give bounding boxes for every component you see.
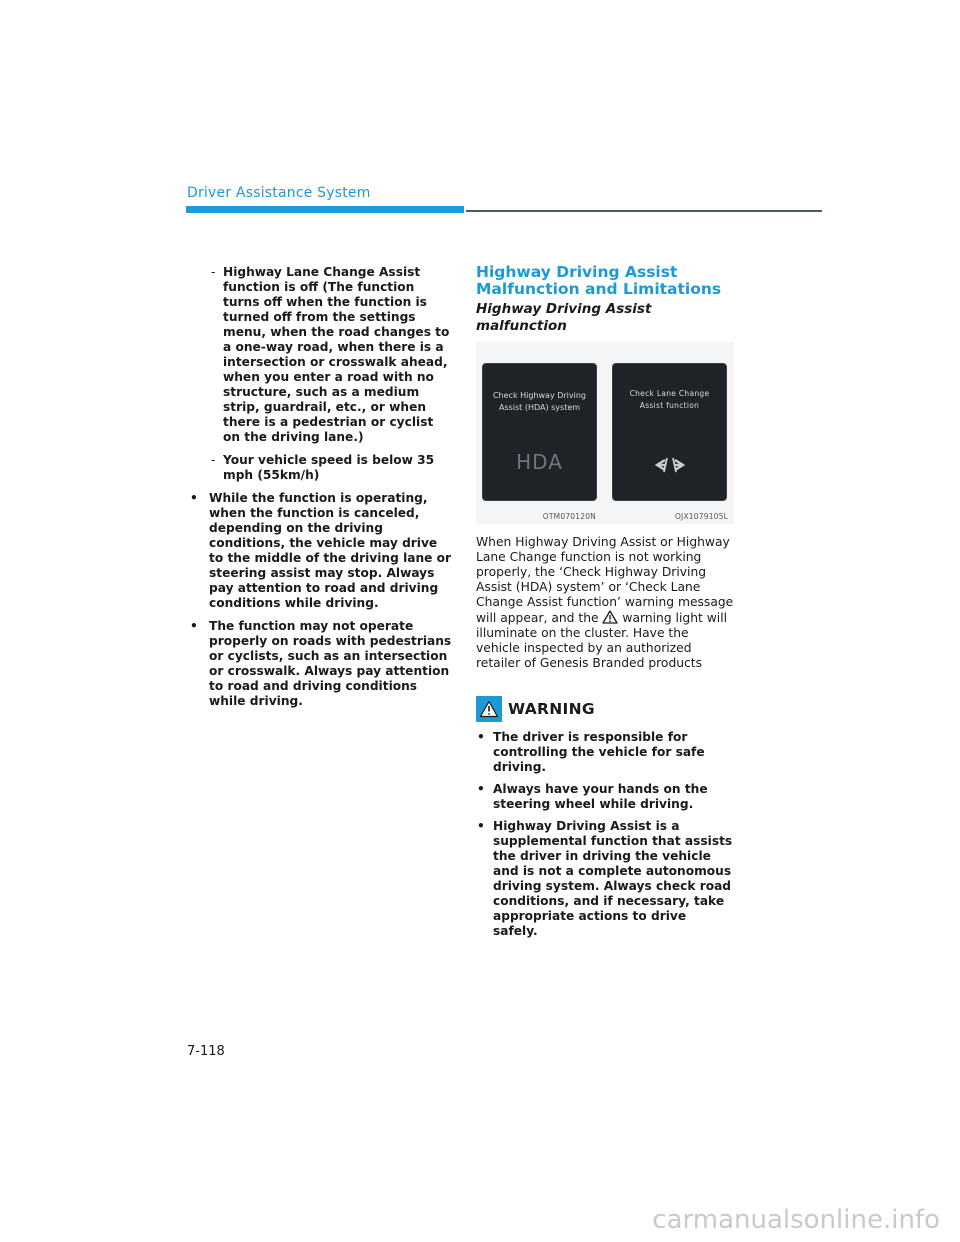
bullet-item-text: The function may not operate properly on roads with pedestrians or cyclists, such as an intersection or crosswalk. Always pay attention to road and driving conditions while driving. — [209, 619, 452, 708]
warning-list — [476, 730, 734, 939]
watermark-link[interactable]: carmanualsonline.info — [652, 1205, 940, 1235]
dash-list-item — [187, 453, 452, 483]
lane-change-icon — [651, 454, 689, 476]
dash-marker: - — [211, 453, 216, 467]
bullet-marker: • — [190, 491, 198, 505]
bullet-list-item — [187, 619, 452, 709]
warning-item-text: The driver is responsible for controlling the vehicle for safe driving. — [493, 730, 705, 774]
dash-marker: - — [211, 265, 216, 279]
header-rule-accent — [186, 206, 464, 213]
warning-heading — [476, 696, 734, 722]
warning-title: WARNING — [508, 700, 595, 718]
warning-item-text: Always have your hands on the steering wheel while driving. — [493, 782, 708, 811]
screen-message: Check Highway Driving Assist (HDA) system — [492, 391, 587, 412]
bullet-item-text: While the function is operating, when the function is canceled, depending on the driving conditions, the vehicle may drive to the middle of the driving lane or steering assist may stop. Always pay attention to road and driving conditions while driving. — [209, 491, 452, 610]
warning-item — [476, 782, 734, 812]
bullet-marker: • — [477, 782, 485, 796]
cluster-figure — [476, 342, 734, 524]
warning-triangle-icon — [479, 700, 499, 718]
screen-message: Check Lane Change Assist function — [629, 389, 710, 410]
image-code: OTM070120N — [542, 512, 596, 521]
dash-item-text: Highway Lane Change Assist function is off (The function turns off when the function is turned off from the settings menu, when the road changes to a one-way road, when there is a intersection or crosswalk ahead, when you enter a road with no structure, such as a medium strip, guardrail, etc., or when there is a pedestrian or cyclist on the driving lane.) — [223, 265, 450, 444]
bullet-marker: • — [477, 730, 485, 744]
section-title-line: Malfunction and Limitations — [476, 280, 722, 298]
subsection-title: Highway Driving Assist malfunction — [476, 301, 652, 334]
bullet-list-item — [187, 491, 452, 611]
section-header: Driver Assistance System — [187, 185, 371, 201]
warning-badge — [476, 696, 502, 722]
image-code: OJX1079105L — [674, 512, 728, 521]
section-title-line: Highway Driving Assist — [476, 263, 678, 281]
warning-item-text: Highway Driving Assist is a supplemental function that assists the driver in driving the vehicle and is not a complete autonomous driving system. Always check road conditions, and if necessary, take appropriate actions to drive safely. — [493, 819, 733, 938]
body-text: warning light will illuminate on the cluster. Have the vehicle inspected by an authorized retailer of Genesis Branded products — [476, 611, 728, 670]
left-column — [187, 265, 452, 717]
warning-item — [476, 819, 734, 939]
body-text: When Highway Driving Assist or Highway Lane Change function is not working properly, the ‘Check Highway Driving Assist (HDA) system’ or ‘Check Lane Change Assist function’ warning message will appear, and the — [476, 535, 734, 625]
section-title — [476, 264, 734, 298]
right-column — [476, 264, 734, 946]
cluster-screen-lane-change — [612, 363, 727, 501]
warning-triangle-icon — [602, 610, 618, 624]
body-paragraph — [476, 535, 734, 671]
bullet-marker: • — [477, 819, 485, 833]
header-rule — [466, 210, 822, 212]
cluster-screen-hda — [482, 363, 597, 501]
hda-label: HDA — [516, 450, 563, 474]
page-number: 7-118 — [187, 1044, 225, 1059]
dash-item-text: Your vehicle speed is below 35 mph (55km/h) — [223, 453, 435, 482]
bullet-marker: • — [190, 619, 198, 633]
dash-list-item — [187, 265, 452, 445]
warning-item — [476, 730, 734, 775]
